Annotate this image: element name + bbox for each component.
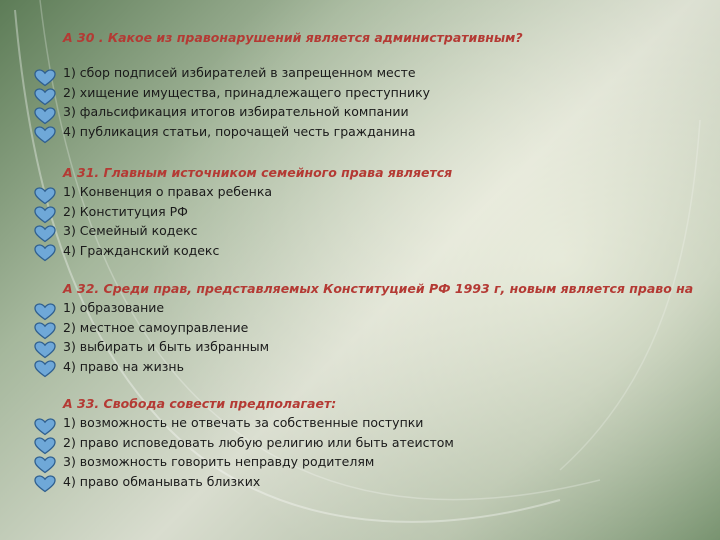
question-31 <box>63 163 713 260</box>
heart-icon <box>34 126 56 144</box>
answer-option: 2) право исповедовать любую религию или быть атеистом <box>63 434 454 450</box>
heart-icon <box>34 418 56 436</box>
heart-icon <box>34 341 56 359</box>
question-33 <box>63 394 713 491</box>
question-title: А 30 . Какое из правонарушений является административным? <box>63 30 523 45</box>
heart-icon <box>34 437 56 455</box>
heart-icon <box>34 107 56 125</box>
question-title: А 31. Главным источником семейного права является <box>63 165 453 180</box>
answer-option: 4) Гражданский кодекс <box>63 242 220 258</box>
answer-option: 2) местное самоуправление <box>63 319 249 335</box>
answer-option: 2) хищение имущества, принадлежащего преступнику <box>63 84 431 100</box>
heart-icon <box>34 244 56 262</box>
answer-option: 3) возможность говорить неправду родителям <box>63 454 375 469</box>
heart-icon <box>34 187 56 205</box>
heart-icon <box>34 360 56 378</box>
heart-icon <box>34 322 56 340</box>
heart-icon <box>34 206 56 224</box>
question-32 <box>63 279 713 376</box>
answer-option: 1) возможность не отвечать за собственные поступки <box>63 415 424 430</box>
heart-icon <box>34 88 56 106</box>
answer-option: 1) Конвенция о правах ребенка <box>63 184 273 199</box>
answer-option: 1) сбор подписей избирателей в запрещенном месте <box>63 65 416 80</box>
heart-icon <box>34 225 56 243</box>
answer-option: 4) право обманывать близких <box>63 473 261 489</box>
answer-option: 3) выбирать и быть избранным <box>63 339 270 354</box>
question-30 <box>63 28 713 141</box>
heart-icon <box>34 69 56 87</box>
question-title: А 33. Свобода совести предполагает: <box>63 396 337 411</box>
heart-icon <box>34 303 56 321</box>
answer-option: 1) образование <box>63 300 165 315</box>
answer-option: 2) Конституция РФ <box>63 203 188 219</box>
heart-icon <box>34 475 56 493</box>
heart-icon <box>34 456 56 474</box>
answer-option: 3) Семейный кодекс <box>63 223 198 238</box>
answer-option: 3) фальсификация итогов избирательной компании <box>63 104 409 119</box>
answer-option: 4) публикация статьи, порочащей честь гражданина <box>63 123 416 139</box>
answer-option: 4) право на жизнь <box>63 358 184 374</box>
question-title: А 32. Среди прав, представляемых Конституцией РФ 1993 г, новым является право на <box>63 281 694 296</box>
